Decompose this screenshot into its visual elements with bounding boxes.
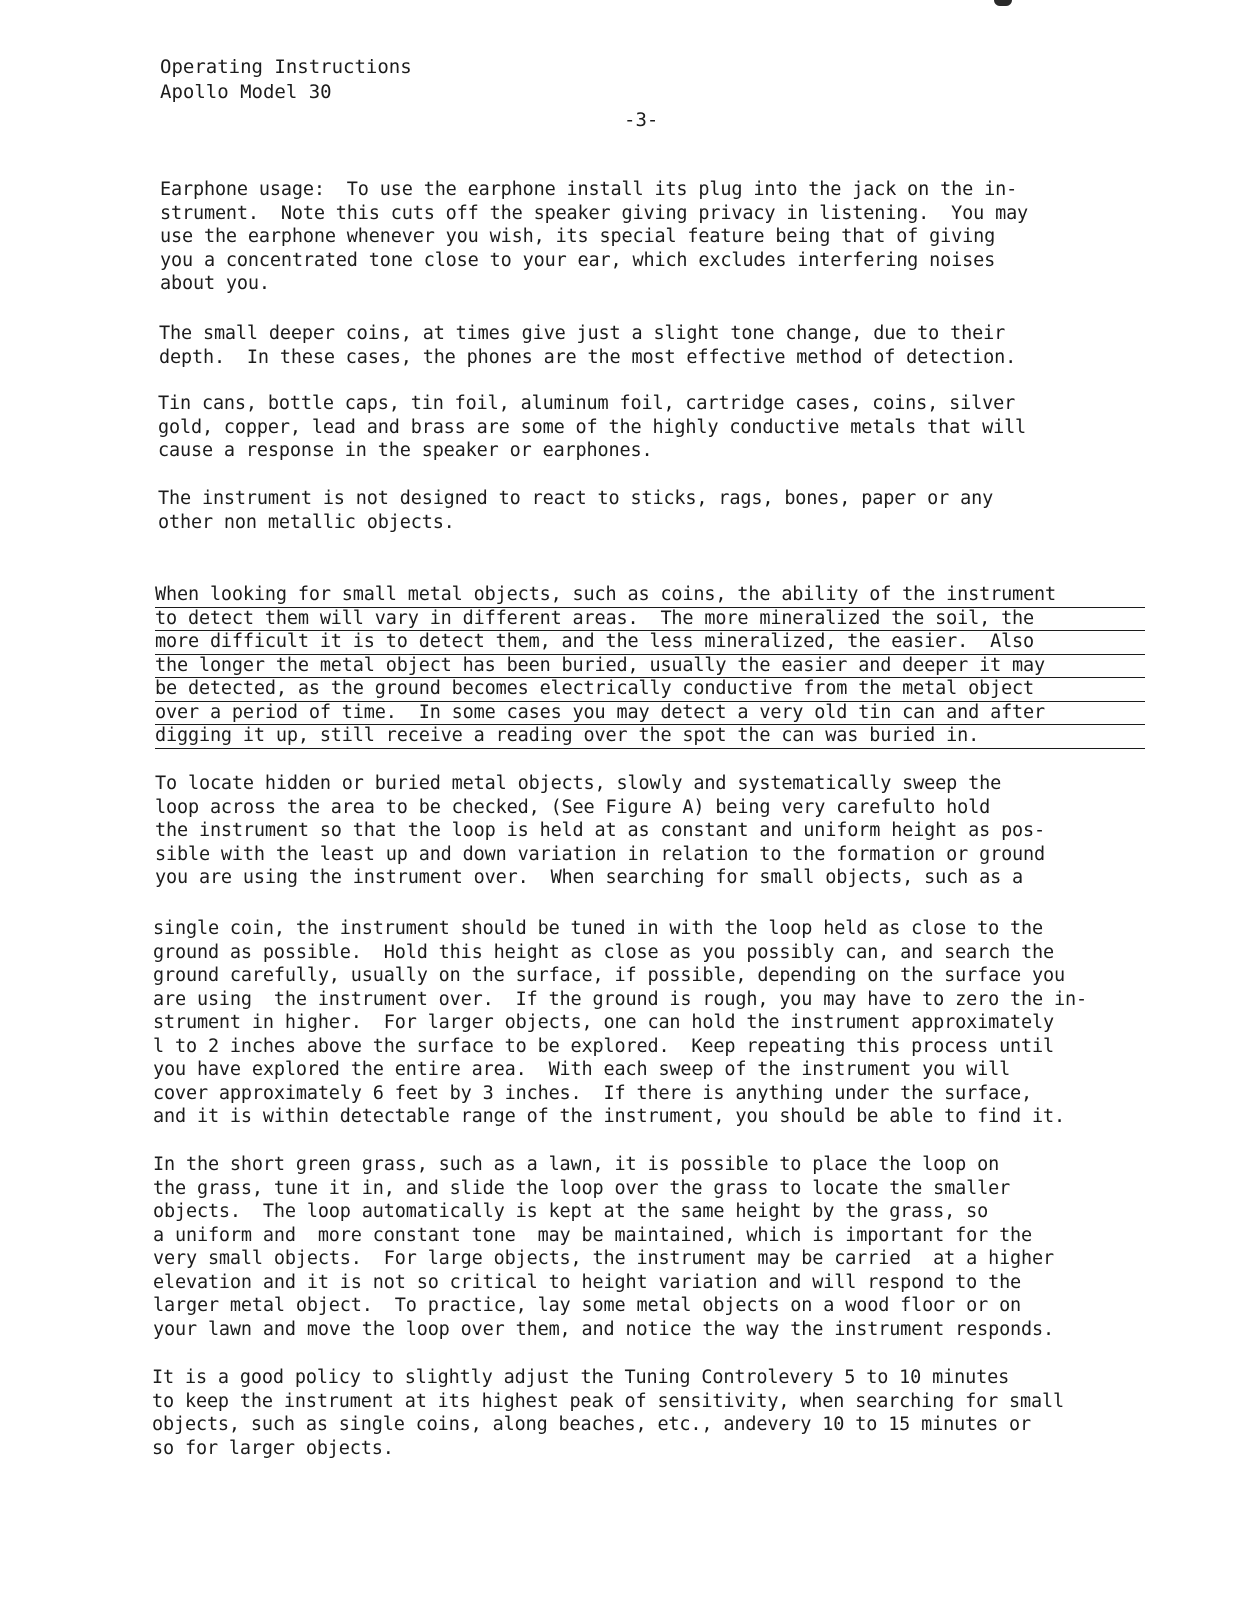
text-line: cause a response in the speaker or earphones. — [158, 440, 653, 461]
header-title: Operating Instructions — [160, 56, 412, 78]
paragraph-sweep-loop — [155, 772, 1195, 890]
text-line: strument in higher. For larger objects, one can hold the instrument approximately — [153, 1012, 1055, 1033]
text-line: your lawn and move the loop over them, and notice the way the instrument responds. — [153, 1318, 1055, 1340]
ink-blot-mark — [994, 0, 1012, 6]
text-line: ground carefully, usually on the surface, if possible, depending on the surface you — [153, 965, 1065, 986]
text-line: you a concentrated tone close to your ear, which excludes interfering noises — [160, 249, 996, 271]
text-line: cover approximately 6 feet by 3 inches. If there is anything under the surface, — [153, 1082, 1033, 1104]
text-line: Earphone usage: To use the earphone install its plug into the jack on the in- — [160, 179, 1018, 200]
text-line: you have explored the entire area. With each sweep of the instrument you will — [153, 1059, 1011, 1080]
text-line: so for larger objects. — [152, 1437, 394, 1459]
underlined-text-line: more difficult it is to detect them, and the less mineralized, the easier. Also — [155, 631, 1145, 655]
paragraph-small-coins — [159, 322, 1199, 369]
text-line: depth. In these cases, the phones are the most effective method of detection. — [159, 346, 1017, 368]
header-model: Apollo Model 30 — [160, 81, 332, 103]
paragraph-tuning-control — [152, 1366, 1192, 1460]
text-line: elevation and it is not so critical to height variation and will respond to the — [153, 1271, 1022, 1293]
paragraph-mineralized-soil-underlined — [155, 584, 1195, 749]
underlined-text-line: digging it up, still receive a reading over the spot the can was buried in. — [155, 725, 1145, 749]
text-line: use the earphone whenever you wish, its special feature being that of giving — [160, 226, 996, 247]
page-number: -3- — [624, 109, 659, 131]
text-line: Tin cans, bottle caps, tin foil, aluminum foil, cartridge cases, coins, silver — [158, 393, 1016, 414]
text-line: larger metal object. To practice, lay some metal objects on a wood floor or on — [153, 1295, 1022, 1316]
underlined-text-line: over a period of time. In some cases you may detect a very old tin can and after — [155, 702, 1145, 726]
text-line: you are using the instrument over. When searching for small objects, such as a — [155, 867, 1024, 888]
text-line: single coin, the instrument should be tuned in with the loop held as close to the — [153, 918, 1044, 939]
text-line: To locate hidden or buried metal objects, slowly and systematically sweep the — [155, 773, 1002, 794]
text-line: a uniform and more constant tone may be maintained, which is important for the — [153, 1224, 1033, 1246]
paragraph-non-metallic — [158, 487, 1198, 534]
text-line: objects, such as single coins, along beaches, etc., andevery 10 to 15 minutes or — [152, 1414, 1032, 1435]
text-line: strument. Note this cuts off the speaker giving privacy in listening. You may — [160, 202, 1029, 224]
text-line: The small deeper coins, at times give just a slight tone change, due to their — [159, 323, 1006, 344]
text-line: The instrument is not designed to react to sticks, rags, bones, paper or any — [158, 488, 994, 509]
paragraph-conductive-metals — [158, 392, 1198, 463]
text-line: other non metallic objects. — [158, 511, 455, 533]
text-line: about you. — [160, 273, 270, 294]
paragraph-green-grass — [153, 1153, 1193, 1341]
text-line: objects. The loop automatically is kept at the same height by the grass, so — [153, 1201, 989, 1222]
text-line: ground as possible. Hold this height as close as you possibly can, and search the — [153, 941, 1055, 963]
paragraph-single-coin — [153, 917, 1193, 1129]
text-line: are using the instrument over. If the ground is rough, you may have to zero the in- — [153, 988, 1087, 1010]
text-line: sible with the least up and down variation in relation to the formation or ground — [155, 843, 1046, 865]
underlined-text-line: the longer the metal object has been buried, usually the easier and deeper it may — [155, 655, 1145, 679]
text-line: gold, copper, lead and brass are some of the highly conductive metals that will — [158, 416, 1027, 438]
underlined-text-line: be detected, as the ground becomes electrically conductive from the metal object — [155, 678, 1145, 702]
underlined-text-line: to detect them will vary in different areas. The more mineralized the soil, the — [155, 608, 1145, 632]
text-line: to keep the instrument at its highest peak of sensitivity, when searching for small — [152, 1390, 1064, 1412]
text-line: loop across the area to be checked, (See Figure A) being very carefulto hold — [155, 796, 991, 818]
text-line: l to 2 inches above the surface to be explored. Keep repeating this process until — [153, 1035, 1055, 1057]
text-line: It is a good policy to slightly adjust the Tuning Controlevery 5 to 10 minutes — [152, 1367, 1010, 1388]
text-line: and it is within detectable range of the instrument, you should be able to find it. — [153, 1106, 1065, 1127]
underlined-text-line: When looking for small metal objects, such as coins, the ability of the instrument — [155, 584, 1145, 608]
text-line: In the short green grass, such as a lawn, it is possible to place the loop on — [153, 1154, 1000, 1175]
text-line: the instrument so that the loop is held at as constant and uniform height as pos- — [155, 820, 1046, 841]
text-line: very small objects. For large objects, the instrument may be carried at a higher — [153, 1248, 1055, 1269]
paragraph-earphone-usage — [160, 178, 1200, 296]
text-line: the grass, tune it in, and slide the loop over the grass to locate the smaller — [153, 1177, 1011, 1199]
